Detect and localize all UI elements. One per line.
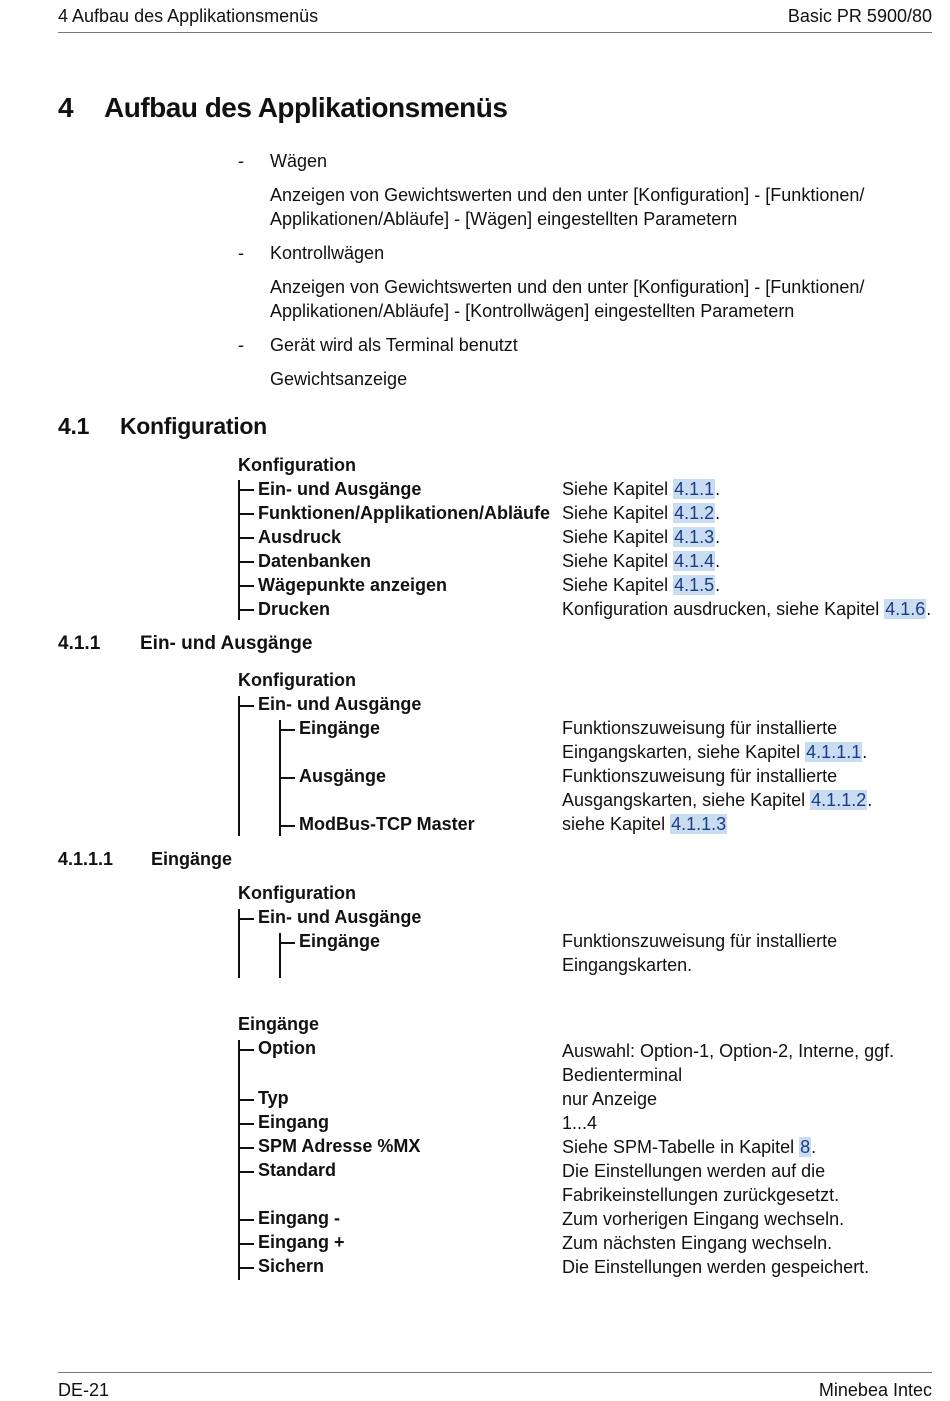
menu-item-desc: Siehe Kapitel 4.1.4. <box>562 551 721 571</box>
menu-item-label: Drucken <box>258 599 331 619</box>
tree-branch <box>240 489 254 491</box>
tree-line <box>238 696 240 836</box>
menu-item-label: Wägepunkte anzeigen <box>258 575 448 595</box>
menu-item-label: Ausdruck <box>258 527 342 547</box>
menu-item-desc: Zum vorherigen Eingang wechseln. <box>562 1209 845 1229</box>
menu-root: Konfiguration <box>238 883 356 903</box>
tree-branch <box>240 1171 254 1173</box>
menu-root: Konfiguration <box>238 670 356 690</box>
menu-item-desc: Die Einstellungen werden gespeichert. <box>562 1257 870 1277</box>
tree-branch <box>240 609 254 611</box>
running-header-right: Basic PR 5900/80 <box>787 6 932 26</box>
menu-item-desc: Funktionszuweisung für installierte <box>562 931 838 951</box>
bullet-dash: - <box>238 243 244 263</box>
tree-branch <box>240 1147 254 1149</box>
bullet-desc: Applikationen/Abläufe] - [Kontrollwägen] eingestellten Parametern <box>270 301 795 321</box>
menu-item-label: SPM Adresse %MX <box>258 1136 421 1156</box>
menu-item-desc: Funktionszuweisung für installierte <box>562 718 838 738</box>
menu-item-label: Ausgänge <box>299 766 387 786</box>
menu-item-desc: Bedienterminal <box>562 1065 683 1085</box>
menu-item-desc: 1...4 <box>562 1113 598 1133</box>
chapter-link[interactable]: 4.1.4 <box>674 551 715 571</box>
chapter-link[interactable]: 4.1.2 <box>674 503 715 523</box>
chapter-link[interactable]: 4.1.5 <box>674 575 715 595</box>
tree-branch <box>240 1049 254 1051</box>
menu-item-desc: Siehe Kapitel 4.1.3. <box>562 527 721 547</box>
menu-item-desc: Konfiguration ausdrucken, siehe Kapitel 4.1.6. <box>562 599 932 619</box>
tree-branch <box>240 561 254 563</box>
section-number: 4.1.1.1 <box>58 849 114 869</box>
menu-item-desc: Siehe Kapitel 4.1.5. <box>562 575 721 595</box>
tree-branch <box>240 537 254 539</box>
tree-line <box>238 480 240 620</box>
tree-branch <box>240 1219 254 1221</box>
section-title: Eingänge <box>151 849 233 869</box>
tree-branch <box>281 729 295 731</box>
chapter-link[interactable]: 4.1.1.1 <box>806 742 862 762</box>
menu-item-label: Funktionen/Applikationen/Abläufe <box>258 503 550 523</box>
section-number: 4.1 <box>58 413 90 439</box>
tree-branch <box>240 1267 254 1269</box>
footer-rule <box>58 1372 932 1373</box>
section-title: Ein- und Ausgänge <box>140 633 313 654</box>
menu-item-label: Ein- und Ausgänge <box>258 694 422 714</box>
chapter-title: Aufbau des Applikationsmenüs <box>104 92 508 123</box>
bullet-title: Wägen <box>270 151 328 171</box>
menu-item-desc: Siehe Kapitel 4.1.2. <box>562 503 721 523</box>
menu-root: Konfiguration <box>238 455 356 475</box>
bullet-desc: Gewichtsanzeige <box>270 369 408 389</box>
chapter-link[interactable]: 8 <box>800 1137 811 1157</box>
menu-item-label: Eingänge <box>299 931 381 951</box>
page-number: DE-21 <box>58 1380 110 1400</box>
bullet-dash: - <box>238 151 244 171</box>
menu-item-label: Ein- und Ausgänge <box>258 479 422 499</box>
menu-root: Eingänge <box>238 1014 320 1034</box>
tree-branch <box>240 1099 254 1101</box>
running-header-left: 4 Aufbau des Applikationsmenüs <box>58 6 319 26</box>
chapter-link[interactable]: 4.1.6 <box>885 599 926 619</box>
menu-item-desc: Fabrikeinstellungen zurückgesetzt. <box>562 1185 840 1205</box>
section-title: Konfiguration <box>120 413 267 439</box>
chapter-link[interactable]: 4.1.3 <box>674 527 715 547</box>
chapter-link[interactable]: 4.1.1.3 <box>671 814 727 834</box>
menu-item-label: Eingänge <box>299 718 381 738</box>
menu-item-label: Datenbanken <box>258 551 372 571</box>
menu-item-desc: Die Einstellungen werden auf die <box>562 1161 826 1181</box>
tree-branch <box>240 918 254 920</box>
menu-item-desc: Siehe SPM-Tabelle in Kapitel 8. <box>562 1137 817 1157</box>
tree-branch <box>240 1123 254 1125</box>
tree-branch <box>240 585 254 587</box>
menu-item-label: Standard <box>258 1160 337 1180</box>
menu-item-desc: Auswahl: Option-1, Option-2, Interne, ggf. <box>562 1041 895 1061</box>
menu-item-label: Option <box>258 1038 316 1058</box>
menu-item-desc: Siehe Kapitel 4.1.1. <box>562 479 721 499</box>
tree-line <box>279 933 281 978</box>
menu-item-label: Eingang + <box>258 1232 345 1252</box>
chapter-link[interactable]: 4.1.1 <box>674 479 715 499</box>
chapter-number: 4 <box>58 92 74 123</box>
bullet-desc: Anzeigen von Gewichtswerten und den unter [Konfiguration] - [Funktionen/ <box>270 185 865 205</box>
menu-item-label: Sichern <box>258 1256 325 1276</box>
bullet-dash: - <box>238 335 244 355</box>
bullet-desc: Anzeigen von Gewichtswerten und den unter [Konfiguration] - [Funktionen/ <box>270 277 865 297</box>
menu-item-label: Eingang - <box>258 1208 340 1228</box>
bullet-title: Gerät wird als Terminal benutzt <box>270 335 518 355</box>
tree-branch <box>240 1243 254 1245</box>
bullet-title: Kontrollwägen <box>270 243 385 263</box>
menu-item-desc: Zum nächsten Eingang wechseln. <box>562 1233 833 1253</box>
menu-item-label: Ein- und Ausgänge <box>258 907 422 927</box>
menu-item-desc: siehe Kapitel 4.1.1.3 <box>562 814 727 834</box>
menu-item-desc: Eingangskarten, siehe Kapitel 4.1.1.1. <box>562 742 868 762</box>
tree-branch <box>281 942 295 944</box>
menu-item-label: Typ <box>258 1088 289 1108</box>
bullet-desc: Applikationen/Abläufe] - [Wägen] eingestellten Parametern <box>270 209 738 229</box>
tree-branch <box>281 825 295 827</box>
section-number: 4.1.1 <box>58 633 101 654</box>
company-name: Minebea Intec <box>818 1380 932 1400</box>
header-rule <box>58 32 932 33</box>
menu-item-desc: Ausgangskarten, siehe Kapitel 4.1.1.2. <box>562 790 873 810</box>
chapter-link[interactable]: 4.1.1.2 <box>811 790 867 810</box>
tree-branch <box>240 705 254 707</box>
menu-item-label: ModBus-TCP Master <box>299 814 475 834</box>
menu-item-label: Eingang <box>258 1112 329 1132</box>
tree-branch <box>281 777 295 779</box>
menu-item-desc: Funktionszuweisung für installierte <box>562 766 838 786</box>
menu-item-desc: nur Anzeige <box>562 1089 658 1109</box>
tree-branch <box>240 513 254 515</box>
menu-item-desc: Eingangskarten. <box>562 955 693 975</box>
